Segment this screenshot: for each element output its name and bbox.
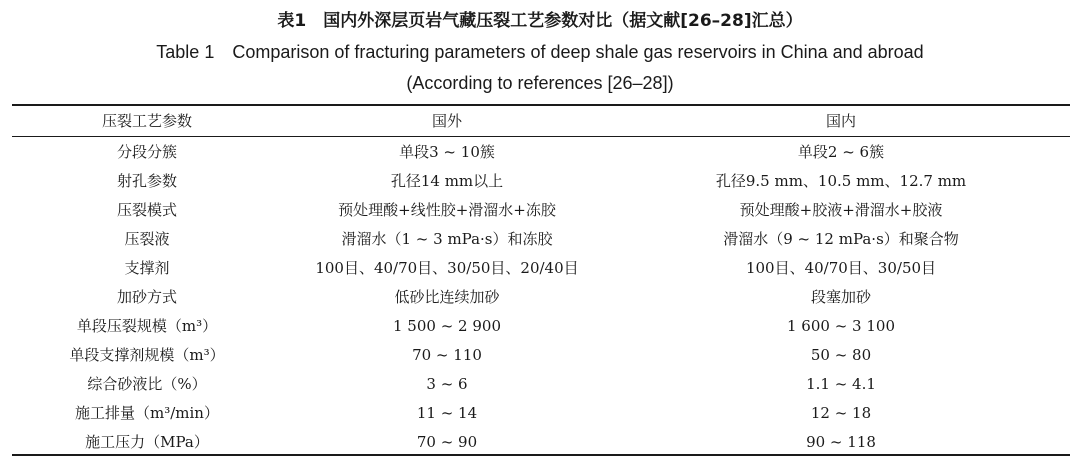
china-cell: 预处理酸+胶液+滑溜水+胶液 [739, 201, 943, 219]
abroad-cell: 单段3 ~ 10簇 [399, 143, 495, 161]
table-title-chinese: 表1 国内外深层页岩气藏压裂工艺参数对比（据文献[26–28]汇总） [277, 11, 803, 31]
table-row [12, 341, 1070, 370]
china-cell: 100目、40/70目、30/50目 [745, 259, 937, 277]
china-cell: 90 ~ 118 [806, 433, 876, 451]
abroad-cell: 低砂比连续加砂 [394, 288, 500, 306]
china-cell: 12 ~ 18 [810, 404, 872, 422]
parameter-cell: 分段分簇 [116, 143, 177, 161]
table-row [12, 254, 1070, 283]
china-cell: 段塞加砂 [810, 288, 871, 306]
abroad-cell: 11 ~ 14 [416, 404, 478, 422]
parameter-cell: 单段压裂规模（m³） [76, 317, 218, 335]
fracturing-parameters-table [12, 107, 1070, 457]
parameter-cell: 加砂方式 [116, 288, 177, 306]
abroad-cell: 滑溜水（1 ~ 3 mPa·s）和冻胶 [341, 230, 553, 248]
table-row [12, 225, 1070, 254]
china-cell: 50 ~ 80 [810, 346, 872, 364]
parameter-cell: 支撑剂 [124, 259, 170, 277]
china-cell: 滑溜水（9 ~ 12 mPa·s）和聚合物 [723, 230, 959, 248]
china-cell: 孔径9.5 mm、10.5 mm、12.7 mm [715, 172, 967, 190]
parameter-cell: 综合砂液比（%） [87, 375, 207, 393]
table-row [12, 370, 1070, 399]
abroad-cell: 70 ~ 90 [416, 433, 478, 451]
abroad-cell: 1 500 ~ 2 900 [393, 317, 501, 335]
header-china: 国内 [825, 112, 856, 130]
parameter-cell: 压裂液 [124, 230, 170, 248]
china-cell: 1 600 ~ 3 100 [787, 317, 895, 335]
abroad-cell: 70 ~ 110 [412, 346, 482, 364]
table-title-english-reference: (According to references [26–28]) [406, 73, 674, 93]
table-top-rule [12, 104, 1070, 106]
table-row [12, 312, 1070, 341]
table-row [12, 167, 1070, 196]
table-row [12, 399, 1070, 428]
parameter-cell: 施工排量（m³/min） [75, 404, 219, 422]
header-abroad: 国外 [431, 112, 462, 130]
parameter-cell: 压裂模式 [116, 201, 177, 219]
china-cell: 单段2 ~ 6簇 [797, 143, 885, 161]
table-row [12, 138, 1070, 167]
table-row [12, 283, 1070, 312]
china-cell: 1.1 ~ 4.1 [806, 375, 876, 393]
table-row [12, 196, 1070, 225]
parameter-cell: 单段支撑剂规模（m³） [69, 346, 225, 364]
header-parameter: 压裂工艺参数 [101, 112, 192, 130]
abroad-cell: 孔径14 mm以上 [390, 172, 504, 190]
abroad-cell: 100目、40/70目、30/50目、20/40目 [315, 259, 579, 277]
parameter-cell: 施工压力（MPa） [85, 433, 209, 451]
table-header-row [12, 107, 1070, 136]
abroad-cell: 预处理酸+线性胶+滑溜水+冻胶 [338, 201, 556, 219]
parameter-cell: 射孔参数 [116, 172, 177, 190]
abroad-cell: 3 ~ 6 [426, 375, 468, 393]
table-row [12, 428, 1070, 457]
table-title-english: Table 1 Comparison of fracturing parameters of deep shale gas reservoirs in China and abroad [156, 42, 924, 62]
